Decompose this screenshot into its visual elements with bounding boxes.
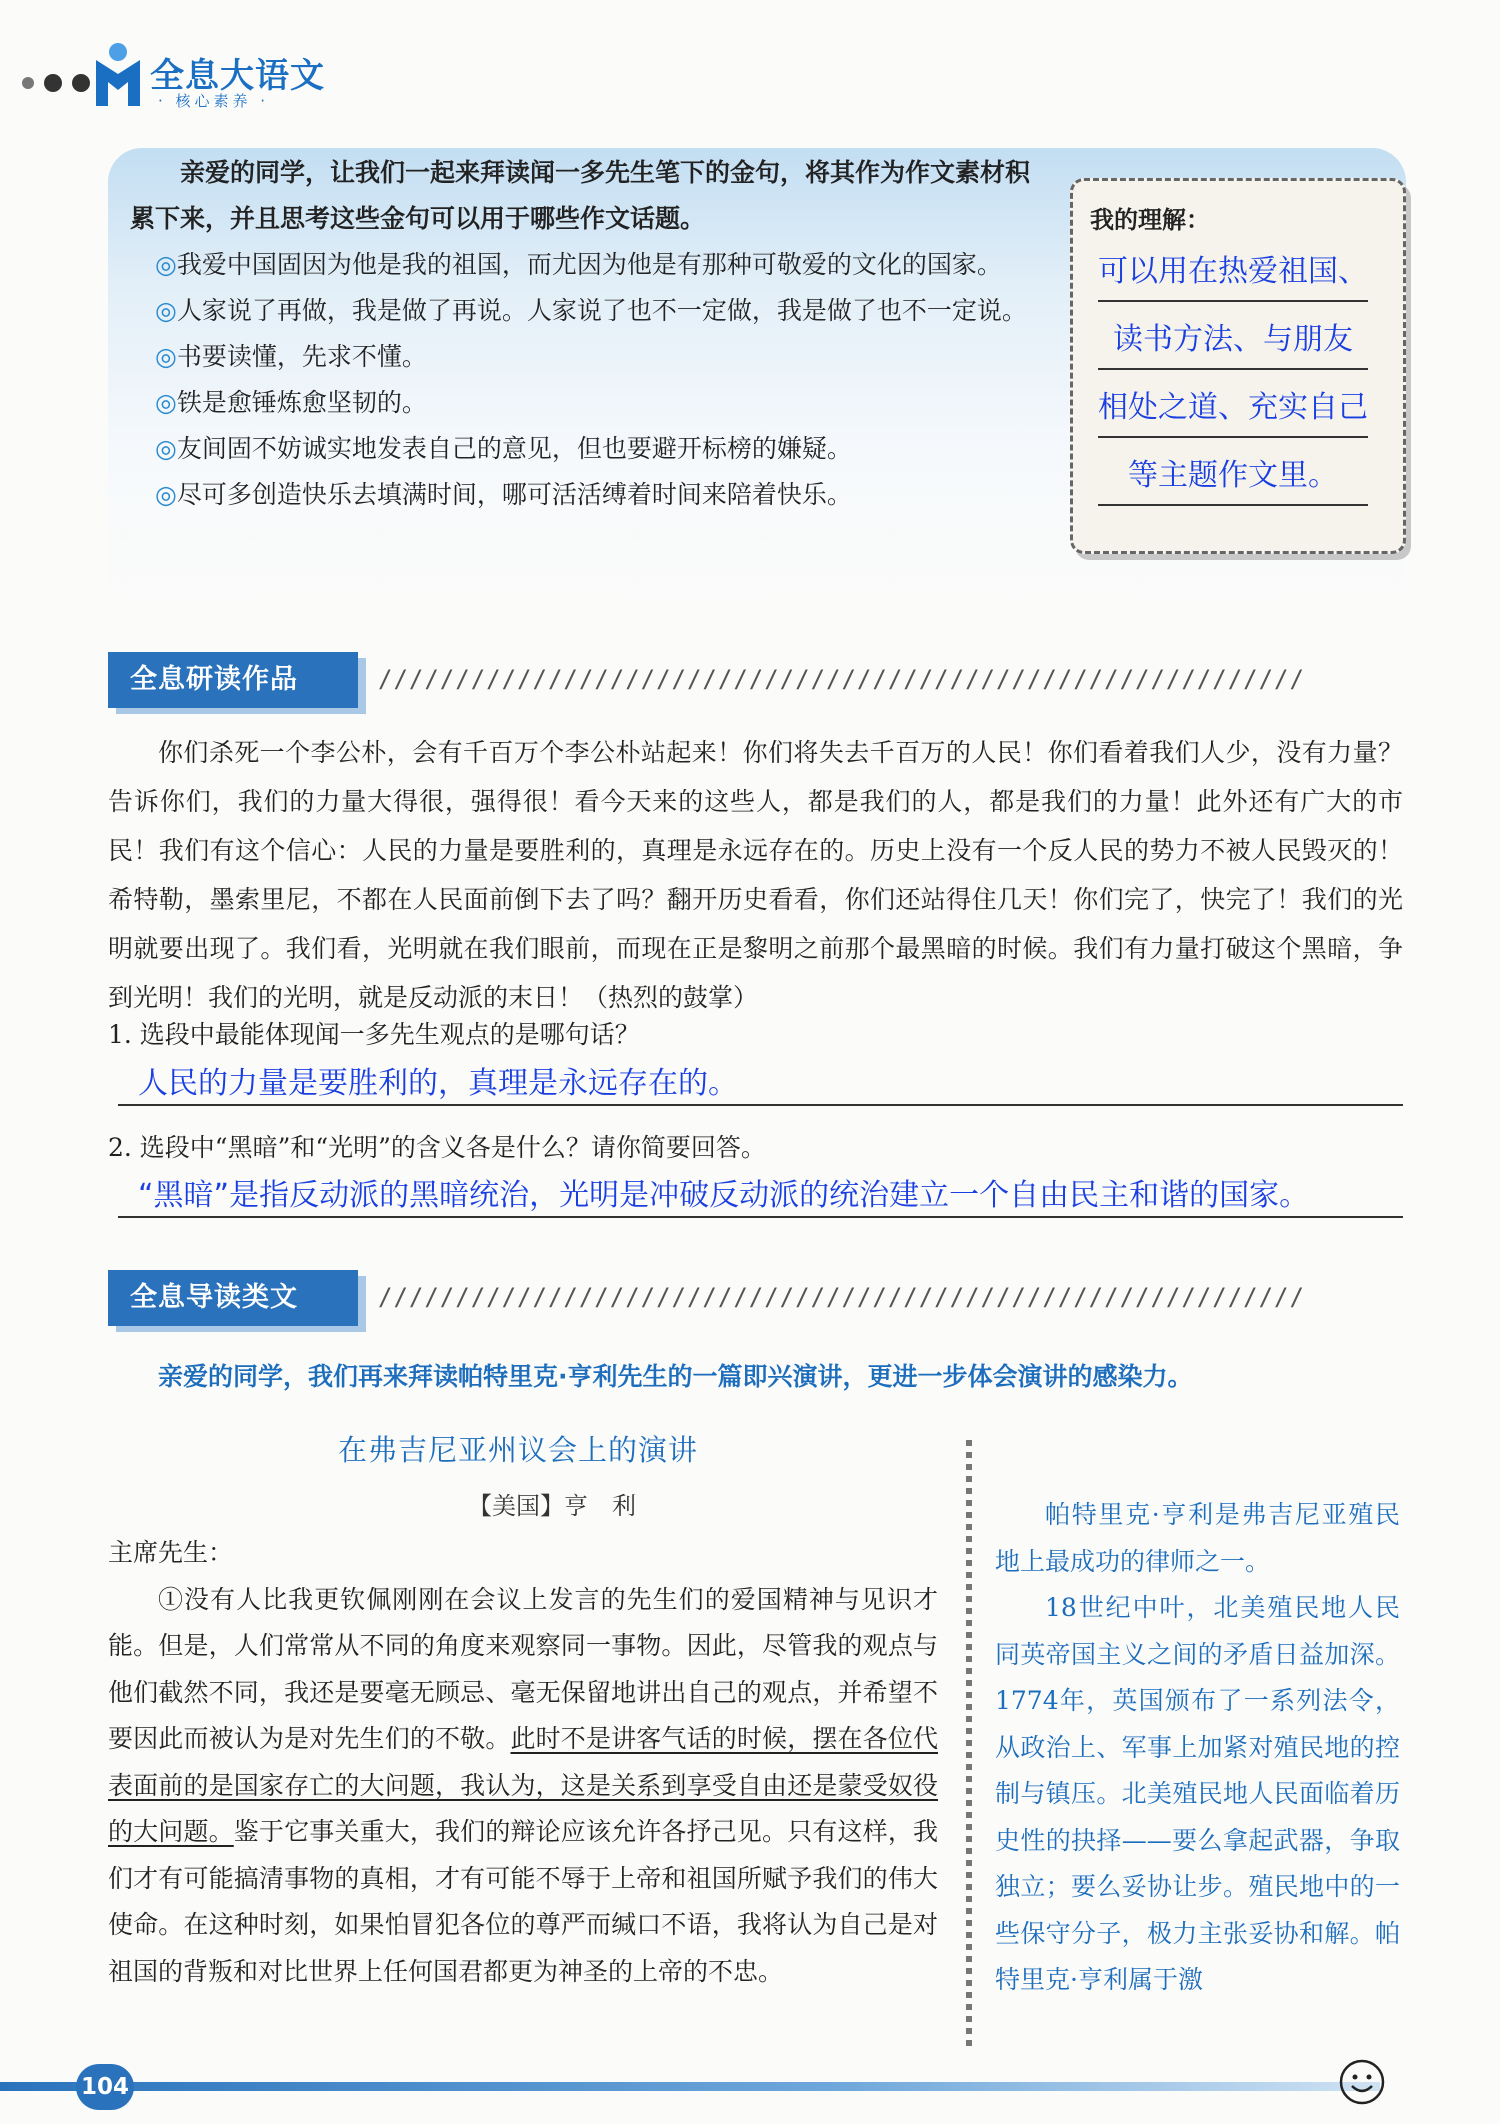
column-divider xyxy=(966,1440,972,2050)
logo-icon xyxy=(92,40,144,110)
intro-text: 亲爱的同学，让我们一起来拜读闻一多先生笔下的金句，将其作为作文素材积累下来，并且思考这些金句可以用于哪些作文话题。 xyxy=(130,158,1031,233)
section-banner-study: 全息研读作品 xyxy=(108,652,358,708)
side-note-1: 帕特里克·亨利是弗吉尼亚殖民地上最成功的律师之一。 xyxy=(995,1500,1400,1576)
handwritten-line: 读书方法、与朋友 xyxy=(1098,312,1368,370)
quote-item: ◎友间固不妨诚实地发表自己的意见，但也要避开标榜的嫌疑。 xyxy=(155,434,852,463)
underlined-sentence: 此时不是讲客气话的时候，摆在各位代表面前的是国家存亡的大问题，我认为，这是关系到享受自由还是蒙受奴役的大问题。 xyxy=(108,1724,938,1846)
quote-item: ◎铁是愈锤炼愈坚韧的。 xyxy=(155,388,427,417)
brand-title: 全息大语文 xyxy=(150,56,325,96)
answer-1: 人民的力量是要胜利的，真理是永远存在的。 xyxy=(138,1066,738,1101)
quote-item: ◎尽可多创造快乐去填满时间，哪可活活缚着时间来陪着快乐。 xyxy=(155,480,852,509)
page-number: 104 xyxy=(76,2064,134,2110)
understanding-lines xyxy=(1098,244,1368,506)
guide-intro: 亲爱的同学，我们再来拜读帕特里克·亨利先生的一篇即兴演讲，更进一步体会演讲的感染力。 xyxy=(158,1362,1193,1391)
answer-line xyxy=(118,1104,1403,1106)
answer-2: “黑暗”是指反动派的黑暗统治，光明是冲破反动派的统治建立一个自由民主和谐的国家。 xyxy=(138,1178,1310,1213)
answer-line xyxy=(118,1216,1403,1218)
question-2: 2. 选段中“黑暗”和“光明”的含义各是什么？请你简要回答。 xyxy=(108,1133,766,1162)
decorative-slashes: //////////////////////////////////////////////////////////// xyxy=(378,665,1305,693)
speech-author: 【美国】亨 利 xyxy=(468,1492,636,1520)
decorative-slashes: //////////////////////////////////////////////////////////// xyxy=(378,1283,1305,1311)
speech-paragraph: ①没有人比我更钦佩刚刚在会议上发言的先生们的爱国精神与见识才能。但是，人们常常从不同的角度来观察同一事物。因此，尽管我的观点与他们截然不同，我还是要毫无顾忌、毫无保留地讲出自己的观点，并希望不要因此而被认为是对先生们的不敬。此时不是讲客气话的时候，摆在各位代表面前的是国家存亡的大问题，我认为，这是关系到享受自由还是蒙受奴役的大问题。鉴于它事关重大，我们的辩论应该允许各抒己见。只有这样，我们才有可能搞清事物的真相，才有可能不辱于上帝和祖国所赋予我们的伟大使命。在这种时刻，如果怕冒犯各位的尊严而缄口不语，我将认为自己是对祖国的背叛和对比世界上任何国君都更为神圣的上帝的不忠。 xyxy=(108,1584,938,1986)
quote-item: ◎我爱中国固因为他是我的祖国，而尤因为他是有那种可敬爱的文化的国家。 xyxy=(155,250,1002,279)
smiley-icon xyxy=(1338,2058,1386,2106)
side-notes xyxy=(995,1492,1400,2004)
section-banner-guide: 全息导读类文 xyxy=(108,1270,358,1326)
intro-block xyxy=(130,150,1040,518)
footer-bar xyxy=(0,2082,1380,2091)
understanding-title: 我的理解： xyxy=(1090,206,1210,234)
study-passage: 你们杀死一个李公朴，会有千百万个李公朴站起来！你们将失去千百万的人民！你们看着我们人少，没有力量？告诉你们，我们的力量大得很，强得很！看今天来的这些人，都是我们的人，都是我们的力量！此外还有广大的市民！我们有这个信心：人民的力量是要胜利的，真理是永远存在的。历史上没有一个反人民的势力不被人民毁灭的！希特勒，墨索里尼，不都在人民面前倒下去了吗？翻开历史看看，你们还站得住几天！你们完了，快完了！我们的光明就要出现了。我们看，光明就在我们眼前，而现在正是黎明之前那个最黑暗的时候。我们有力量打破这个黑暗，争到光明！我们的光明，就是反动派的末日！（热烈的鼓掌） xyxy=(108,738,1403,1012)
decorative-dots xyxy=(22,74,90,92)
brand-subtitle: · 核心素养 · xyxy=(158,92,270,110)
question-1: 1. 选段中最能体现闻一多先生观点的是哪句话？ xyxy=(108,1020,640,1049)
quote-item: ◎书要读懂，先求不懂。 xyxy=(155,342,427,371)
handwritten-line: 可以用在热爱祖国、 xyxy=(1098,244,1368,302)
salutation: 主席先生： xyxy=(108,1538,234,1567)
speech-body xyxy=(108,1530,938,1995)
handwritten-line: 等主题作文里。 xyxy=(1098,448,1368,506)
speech-title: 在弗吉尼亚州议会上的演讲 xyxy=(338,1433,699,1467)
side-note-2: 18世纪中叶，北美殖民地人民同英帝国主义之间的矛盾日益加深。1774年，英国颁布了一系列法令，从政治上、军事上加紧对殖民地的控制与镇压。北美殖民地人民面临着历史性的抉择——要么拿起武器，争取独立；要么妥协让步。殖民地中的一些保守分子，极力主张妥协和解。帕特里克·亨利属于激 xyxy=(995,1593,1400,1994)
handwritten-line: 相处之道、充实自己 xyxy=(1098,380,1368,438)
quote-item: ◎人家说了再做，我是做了再说。人家说了也不一定做，我是做了也不一定说。 xyxy=(155,296,1027,325)
